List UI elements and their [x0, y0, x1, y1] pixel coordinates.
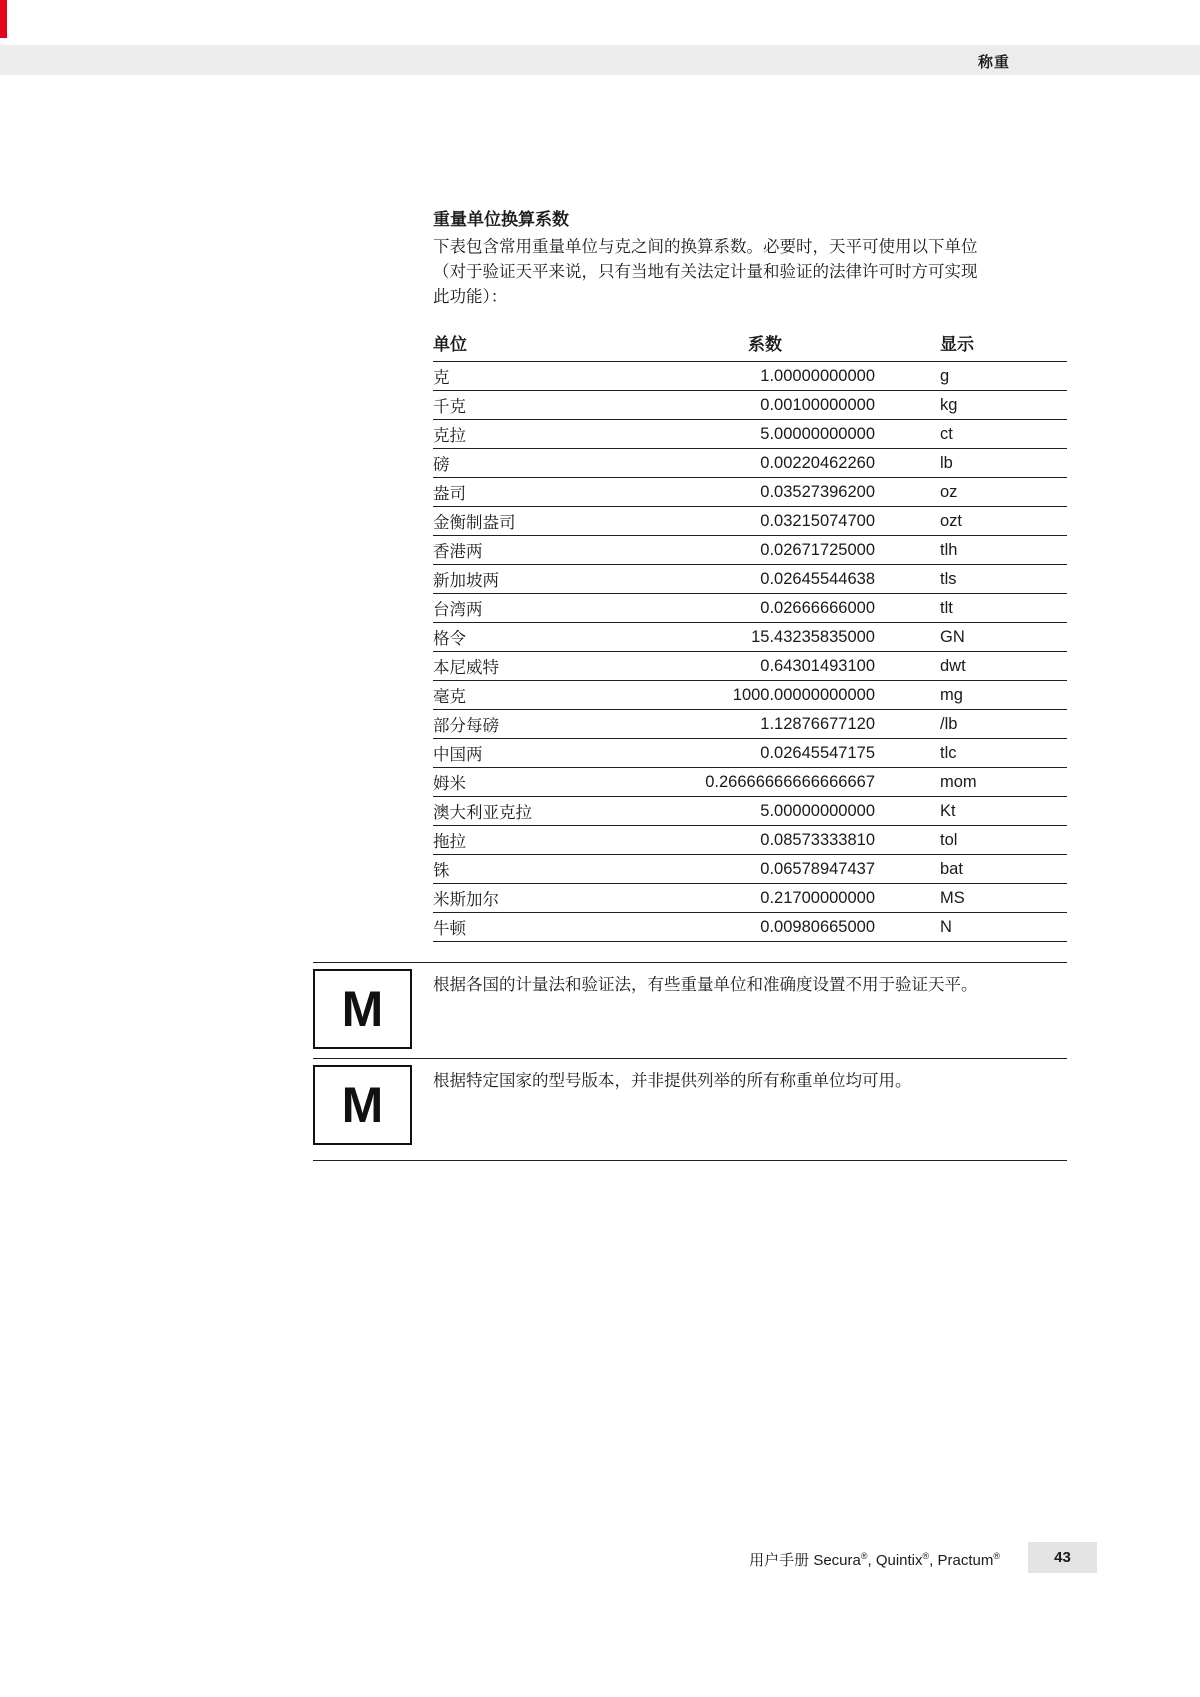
factor-cell: 0.08573333810 [673, 826, 875, 855]
intro-line: 此功能）： [433, 288, 508, 306]
intro-line: 下表包含常用重量单位与克之间的换算系数。必要时，天平可使用以下单位 [433, 238, 978, 256]
table-row [433, 391, 1067, 420]
conversion-table [433, 328, 1067, 942]
product-name: Quintix [875, 1552, 923, 1569]
factor-cell: 0.03527396200 [673, 478, 875, 507]
table-row [433, 536, 1067, 565]
table-header-factor: 系数 [673, 328, 875, 362]
page-title: 重量单位换算系数 [433, 210, 569, 229]
table-row [433, 739, 1067, 768]
intro-paragraph [433, 235, 1093, 310]
registered-trademark: ® [993, 1551, 1000, 1561]
product-name: Practum [937, 1552, 994, 1569]
factor-cell: 0.06578947437 [673, 855, 875, 884]
display-cell: Kt [875, 797, 1067, 826]
factor-cell: 1.00000000000 [673, 362, 875, 391]
table-row [433, 420, 1067, 449]
table-row [433, 913, 1067, 942]
unit-cell: 磅 [433, 449, 673, 478]
footer [0, 1542, 1200, 1573]
table-row [433, 797, 1067, 826]
display-cell: tlc [875, 739, 1067, 768]
unit-cell: 千克 [433, 391, 673, 420]
note-box-verification [313, 962, 1067, 1058]
display-cell: GN [875, 623, 1067, 652]
factor-cell: 0.26666666666666667 [673, 768, 875, 797]
display-cell: tol [875, 826, 1067, 855]
factor-cell: 0.02671725000 [673, 536, 875, 565]
unit-cell: 澳大利亚克拉 [433, 797, 673, 826]
page-number-badge [1028, 1542, 1097, 1573]
factor-cell: 0.00220462260 [673, 449, 875, 478]
m-mark-letter: M [341, 981, 384, 1037]
table-row [433, 768, 1067, 797]
factor-cell: 0.21700000000 [673, 884, 875, 913]
table-row [433, 710, 1067, 739]
table-row [433, 623, 1067, 652]
registered-trademark: ® [860, 1551, 868, 1561]
display-cell: oz [875, 478, 1067, 507]
note-box-country-models [313, 1058, 1067, 1160]
intro-line: （对于验证天平来说，只有当地有关法定计量和验证的法律许可时方可实现 [433, 263, 978, 281]
unit-cell: 格令 [433, 623, 673, 652]
unit-cell: 台湾两 [433, 594, 673, 623]
header-section-label: 称重 [977, 54, 1010, 71]
footer-products: Secura®, Quintix®, Practum® [813, 1551, 1000, 1569]
table-header-display: 显示 [875, 328, 1067, 362]
unit-cell: 毫克 [433, 681, 673, 710]
table-row [433, 478, 1067, 507]
factor-cell: 0.00980665000 [673, 913, 875, 942]
table-header-row [433, 328, 1067, 362]
unit-cell: 克 [433, 362, 673, 391]
table-row [433, 826, 1067, 855]
table-row [433, 507, 1067, 536]
metrology-m-mark [313, 1065, 412, 1145]
factor-cell: 0.02666666000 [673, 594, 875, 623]
factor-cell: 15.43235835000 [673, 623, 875, 652]
unit-cell: 米斯加尔 [433, 884, 673, 913]
table-row [433, 565, 1067, 594]
display-cell: mom [875, 768, 1067, 797]
table-header-unit: 单位 [433, 328, 673, 362]
unit-cell: 新加坡两 [433, 565, 673, 594]
unit-cell: 香港两 [433, 536, 673, 565]
factor-cell: 0.03215074700 [673, 507, 875, 536]
table-row [433, 594, 1067, 623]
factor-cell: 1.12876677120 [673, 710, 875, 739]
table-row [433, 449, 1067, 478]
conversion-table-body [433, 362, 1067, 942]
factor-cell: 1000.00000000000 [673, 681, 875, 710]
note-text: 根据特定国家的型号版本，并非提供列举的所有称重单位均可用。 [433, 1072, 912, 1090]
table-row [433, 362, 1067, 391]
note-text: 根据各国的计量法和验证法，有些重量单位和准确度设置不用于验证天平。 [433, 976, 978, 994]
unit-cell: 盎司 [433, 478, 673, 507]
table-row [433, 855, 1067, 884]
footer-text [749, 1549, 1000, 1570]
display-cell: bat [875, 855, 1067, 884]
factor-cell: 0.02645547175 [673, 739, 875, 768]
header-bar [0, 45, 1200, 75]
display-cell: N [875, 913, 1067, 942]
display-cell: mg [875, 681, 1067, 710]
display-cell: tlt [875, 594, 1067, 623]
unit-cell: 牛顿 [433, 913, 673, 942]
unit-cell: 中国两 [433, 739, 673, 768]
display-cell: ozt [875, 507, 1067, 536]
display-cell: ct [875, 420, 1067, 449]
product-name: Secura [813, 1552, 861, 1569]
table-row [433, 652, 1067, 681]
factor-cell: 0.02645544638 [673, 565, 875, 594]
m-mark-letter: M [341, 1077, 384, 1133]
display-cell: lb [875, 449, 1067, 478]
unit-cell: 克拉 [433, 420, 673, 449]
factor-cell: 5.00000000000 [673, 797, 875, 826]
factor-cell: 0.64301493100 [673, 652, 875, 681]
footer-manual-label: 用户手册 [749, 1552, 810, 1569]
table-row [433, 884, 1067, 913]
unit-cell: 金衡制盎司 [433, 507, 673, 536]
unit-cell: 部分每磅 [433, 710, 673, 739]
display-cell: MS [875, 884, 1067, 913]
display-cell: dwt [875, 652, 1067, 681]
page-number: 43 [1054, 1549, 1071, 1566]
unit-cell: 本尼威特 [433, 652, 673, 681]
metrology-m-mark [313, 969, 412, 1049]
registered-trademark: ® [922, 1551, 930, 1561]
display-cell: /lb [875, 710, 1067, 739]
unit-cell: 拖拉 [433, 826, 673, 855]
display-cell: kg [875, 391, 1067, 420]
factor-cell: 5.00000000000 [673, 420, 875, 449]
table-row [433, 681, 1067, 710]
display-cell: tlh [875, 536, 1067, 565]
display-cell: g [875, 362, 1067, 391]
unit-cell: 姆米 [433, 768, 673, 797]
display-cell: tls [875, 565, 1067, 594]
unit-cell: 铢 [433, 855, 673, 884]
red-accent-mark [0, 0, 7, 38]
factor-cell: 0.00100000000 [673, 391, 875, 420]
section-divider [313, 1160, 1067, 1161]
